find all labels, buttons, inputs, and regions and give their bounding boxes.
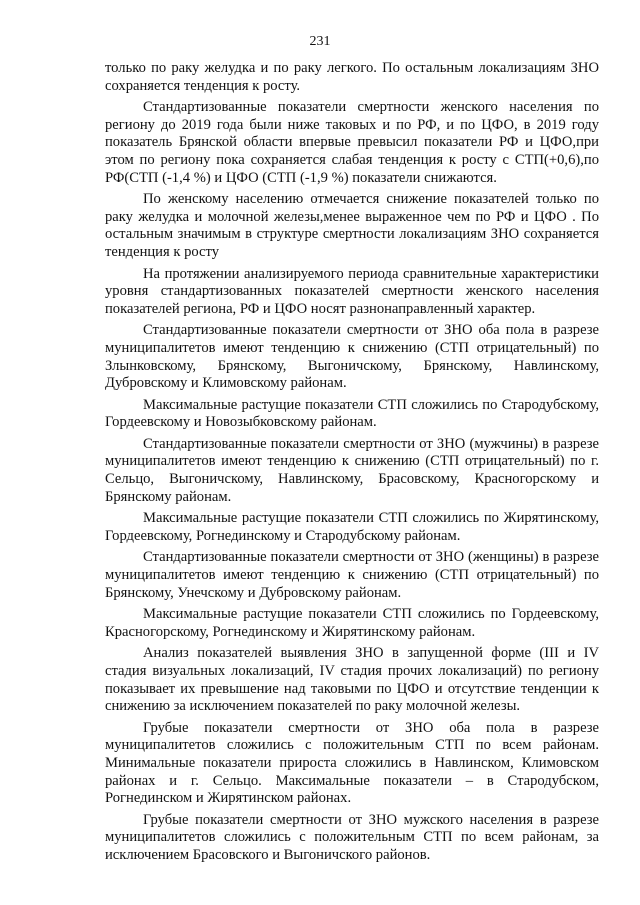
paragraph-7: Стандартизованные показатели смертности от ЗНО (мужчины) в разрезе муниципалитетов имеют тенденцию к снижению (СТП отрицательный) по г. Сельцо, Выгоничскому, Навлинскому, Брасовскому, Красногорскому и Брянскому районам. [105,435,599,505]
paragraph-3: По женскому населению отмечается снижение показателей только по раку желудка и молочной железы,менее выраженное чем по РФ и ЦФО . По остальным значимым в структуре смертности локализациям ЗНО сохраняется тенденция к росту [105,191,599,260]
paragraph-11: Анализ показателей выявления ЗНО в запущенной форме (III и IV стадия визуальных локализаций, IV стадия прочих локализаций) по региону показывает их превышение над таковыми по ЦФО и отсутствие тенденции к снижению за исключением показателей по раку молочной железы. [105,645,599,715]
paragraph-4: На протяжении анализируемого периода сравнительные характеристики уровня стандартизованных показателей смертности женского населения показателей региона, РФ и ЦФО носят разнонаправленный характер. [105,265,599,317]
paragraph-13: Грубые показатели смертности от ЗНО мужского населения в разрезе муниципалитетов сложились с положительным СТП по всем районам, за исключением Брасовского и Выгоничского районов. [105,811,599,863]
document-body [105,60,599,869]
paragraph-2: Стандартизованные показатели смертности женского населения по региону до 2019 года были ниже таковых и по РФ, и по ЦФО, в 2019 году показатель Брянской области впервые превысил показатели РФ и ЦФО,при этом по региону пока сохраняется слабая тенденция к росту с СТП(+0,6),по РФ(СТП (-1,4 %) и ЦФО (СТП (-1,9 %) показатели снижаются. [105,99,599,186]
page-number: 231 [309,34,331,49]
paragraph-9: Стандартизованные показатели смертности от ЗНО (женщины) в разрезе муниципалитетов имеют тенденцию к снижению (СТП отрицательный) по Брянскому, Унечскому и Дубровскому районам. [105,549,599,601]
paragraph-1: только по раку желудка и по раку легкого. По остальным локализациям ЗНО сохраняется тенденция к росту. [105,60,599,94]
paragraph-8: Максимальные растущие показатели СТП сложились по Жирятинскому, Гордеевскому, Рогнединскому и Стародубскому районам. [105,510,599,544]
paragraph-12: Грубые показатели смертности от ЗНО оба пола в разрезе муниципалитетов сложились с положительным СТП по всем районам. Минимальные показатели прироста сложились в Навлинском, Климовском районах и г. Сельцо. Максимальные показатели – в Стародубском, Рогнединском и Жирятинском районах. [105,719,599,807]
paragraph-5: Стандартизованные показатели смертности от ЗНО оба пола в разрезе муниципалитетов имеют тенденцию к снижению (СТП отрицательный) по Злынковскому, Брянскому, Выгоничскому, Брянскому, Навлинскому, Дубровскому и Климовскому районам. [105,322,599,392]
paragraph-10: Максимальные растущие показатели СТП сложились по Гордеевскому, Красногорскому, Рогнединскому и Жирятинскому районам. [105,606,599,640]
paragraph-6: Максимальные растущие показатели СТП сложились по Стародубскому, Гордеевскому и Новозыбковскому районам. [105,396,599,431]
